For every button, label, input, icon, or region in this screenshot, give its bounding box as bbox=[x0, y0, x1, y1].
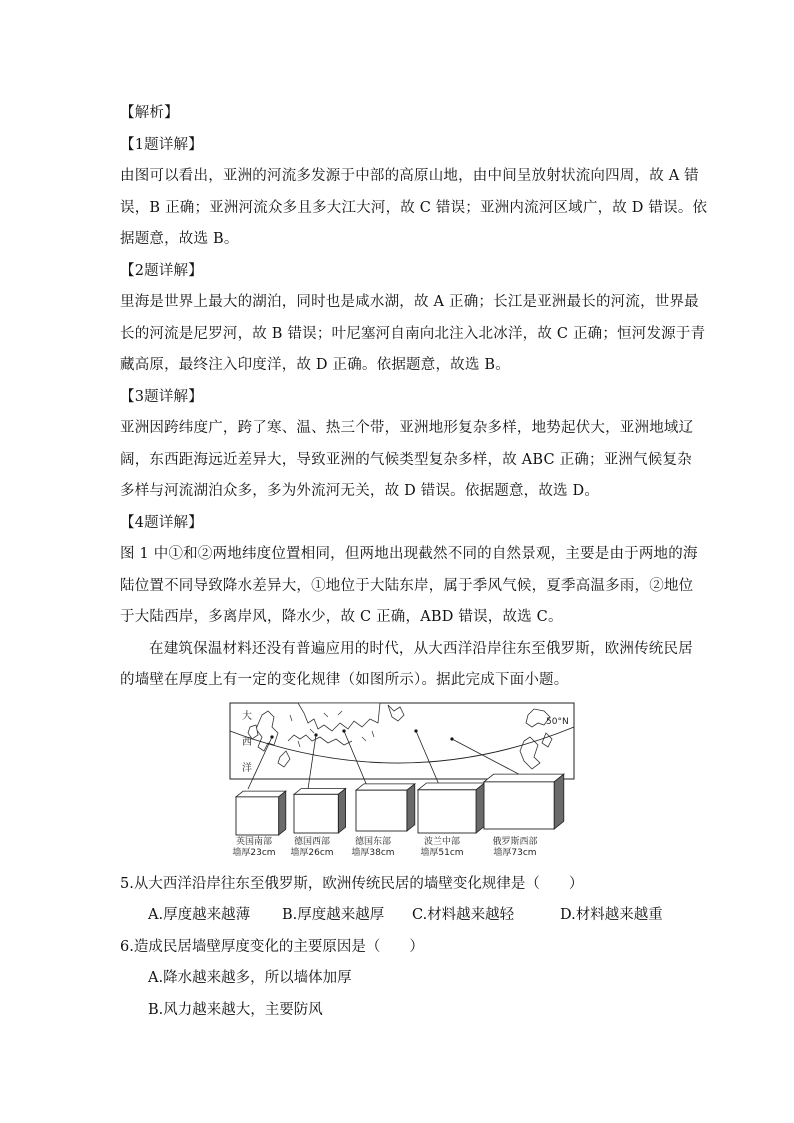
option: A.厚度越来越薄 bbox=[148, 907, 251, 923]
wall-block bbox=[418, 782, 485, 832]
wall-block bbox=[484, 774, 564, 829]
wall-region: 波兰中部 bbox=[423, 836, 460, 847]
document-page bbox=[120, 98, 708, 1026]
wall-thickness: 墙厚26cm bbox=[290, 847, 334, 858]
question-5-stem: 5.从大西洋沿岸往东至俄罗斯，欧洲传统民居的墙壁变化规律是（ ） bbox=[120, 875, 584, 892]
question-6-stem: 6.造成民居墙壁厚度变化的主要原因是（ ） bbox=[120, 938, 424, 955]
wall-caption bbox=[228, 837, 280, 859]
wall-block bbox=[236, 791, 286, 835]
q2-detail-line: 藏高原，最终注入印度洋，故 D 正确。依据题意，故选 B。 bbox=[120, 357, 510, 373]
q4-detail-line: 于大陆西岸，多离岸风，降水少，故 C 正确，ABD 错误，故选 C。 bbox=[120, 609, 563, 625]
option: C.材料越来越轻 bbox=[412, 907, 515, 923]
latitude-label: 50°N bbox=[546, 716, 569, 727]
wall-caption bbox=[344, 837, 402, 859]
wall-block bbox=[356, 783, 415, 830]
intro-line: 的墙壁在厚度上有一定的变化规律（如图所示）。据此完成下面小题。 bbox=[120, 672, 569, 688]
wall-thickness: 墙厚38cm bbox=[351, 847, 395, 858]
wall-thickness-figure bbox=[228, 701, 588, 869]
wall-thickness: 墙厚23cm bbox=[232, 847, 276, 858]
q3-detail-line: 多样与河流湖泊众多，多为外流河无关，故 D 错误。依据题意，故选 D。 bbox=[120, 483, 600, 499]
q1-detail-line: 由图可以看出，亚洲的河流多发源于中部的高原山地，由中间呈放射状流向四周，故 A 错 bbox=[120, 168, 699, 184]
q4-detail-heading: 【4题详解】 bbox=[120, 514, 203, 531]
wall-thickness: 墙厚51cm bbox=[420, 847, 464, 858]
wall-caption bbox=[284, 837, 340, 859]
q1-detail-heading: 【1题详解】 bbox=[120, 136, 203, 153]
wall-region: 俄罗斯西部 bbox=[492, 836, 538, 847]
q1-detail-line: 误，B 正确；亚洲河流众多且多大江大河，故 C 错误；亚洲内流河区域广，故 D 错误。依 bbox=[120, 199, 708, 216]
ocean-label-char: 西 bbox=[242, 736, 252, 748]
q1-detail-line: 据题意，故选 B。 bbox=[120, 231, 239, 247]
wall-block bbox=[294, 788, 346, 833]
analysis-heading: 【解析】 bbox=[120, 105, 179, 121]
ocean-label-char: 大 bbox=[242, 710, 252, 722]
q4-detail-line: 陆位置不同导致降水差异大，①地位于大陆东岸，属于季风气候，夏季高温多雨，②地位 bbox=[120, 577, 694, 594]
option: A.降水越来越多，所以墙体加厚 bbox=[148, 970, 352, 986]
wall-region: 德国西部 bbox=[293, 836, 330, 847]
ocean-label-char: 洋 bbox=[242, 762, 252, 774]
q3-detail-line: 阔，东西距海远近差异大，导致亚洲的气候类型复杂多样，故 ABC 正确；亚洲气候复杂 bbox=[120, 451, 692, 468]
q2-detail-line: 里海是世界上最大的湖泊，同时也是咸水湖，故 A 正确；长江是亚洲最长的河流，世界最 bbox=[120, 294, 699, 310]
wall-caption bbox=[412, 837, 472, 859]
wall-thickness: 墙厚73cm bbox=[493, 847, 537, 858]
q3-detail-heading: 【3题详解】 bbox=[120, 388, 203, 405]
q4-detail-line: 图 1 中①和②两地纬度位置相同，但两地出现截然不同的自然景观，主要是由于两地的海 bbox=[120, 546, 698, 562]
option: B.厚度越来越厚 bbox=[282, 907, 385, 923]
option: D.材料越来越重 bbox=[560, 907, 663, 923]
wall-region: 德国东部 bbox=[354, 836, 391, 847]
q2-detail-heading: 【2题详解】 bbox=[120, 262, 203, 279]
question-5-options bbox=[120, 900, 680, 932]
wall-region: 英国南部 bbox=[235, 836, 272, 847]
q3-detail-line: 亚洲因跨纬度广，跨了寒、温、热三个带，亚洲地形复杂多样，地势起伏大，亚洲地域辽 bbox=[120, 420, 694, 436]
wall-caption bbox=[482, 837, 548, 859]
q2-detail-line: 长的河流是尼罗河，故 B 错误；叶尼塞河自南向北注入北冰洋，故 C 正确；恒河发源于青 bbox=[120, 325, 706, 342]
intro-line: 在建筑保温材料还没有普遍应用的时代，从大西洋沿岸往东至俄罗斯，欧洲传统民居 bbox=[149, 640, 693, 657]
option: B.风力越来越大，主要防风 bbox=[148, 1001, 323, 1018]
